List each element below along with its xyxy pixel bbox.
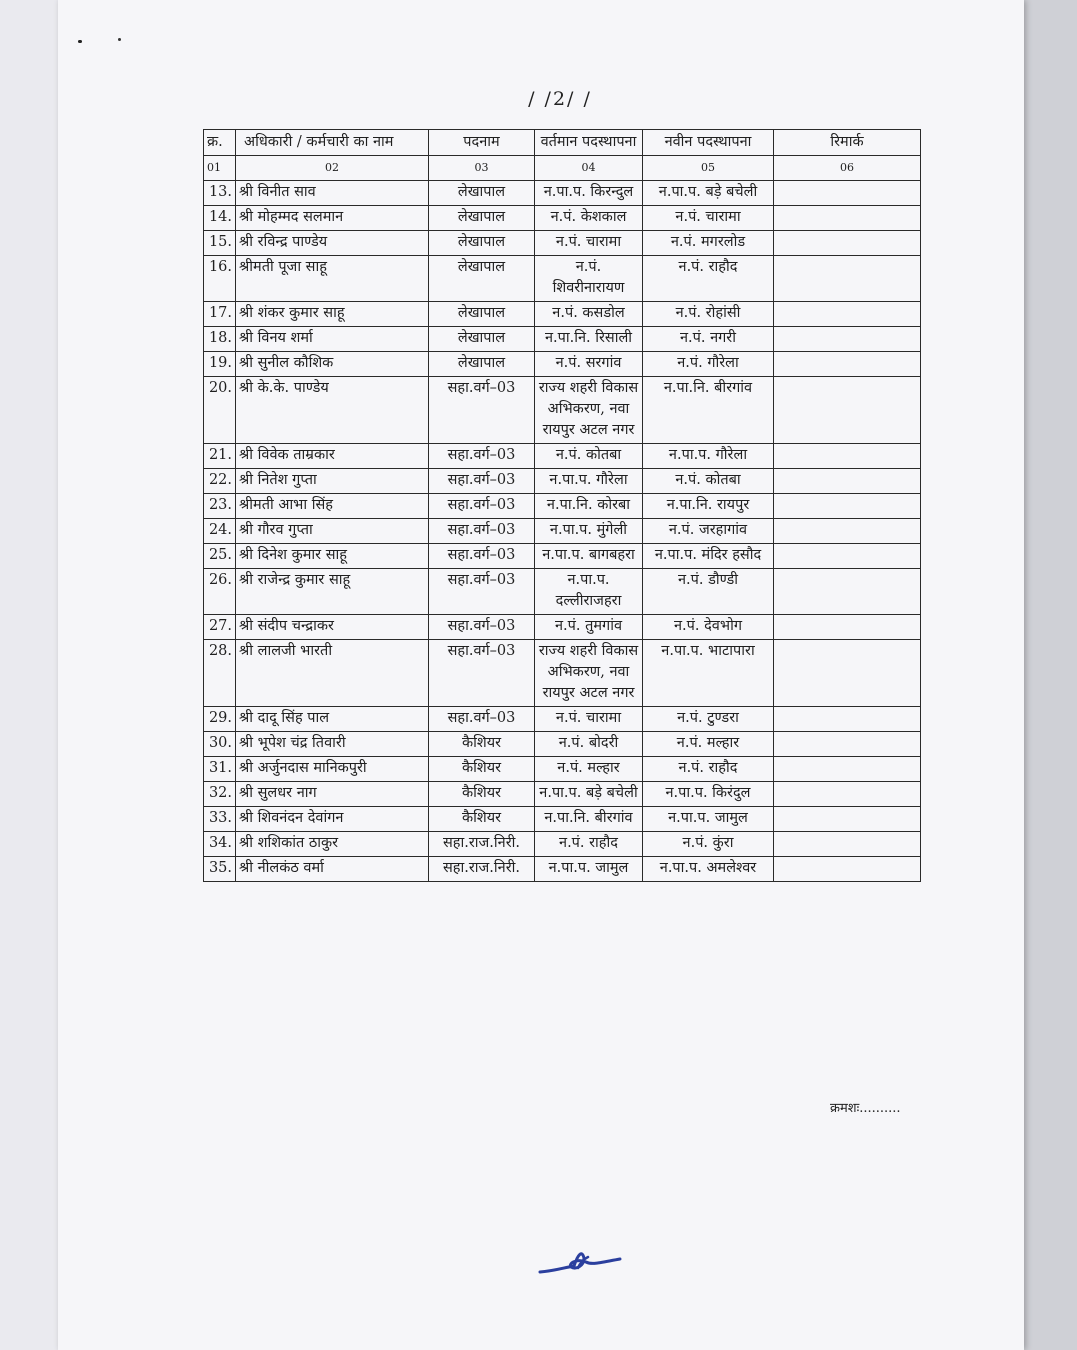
new-posting: न.पा.नि. रायपुर <box>643 494 774 519</box>
column-number-row <box>204 156 921 181</box>
remark <box>774 206 921 231</box>
speck <box>118 38 121 41</box>
designation: सहा.वर्ग–03 <box>429 469 535 494</box>
employee-name: श्री विनय शर्मा <box>236 327 429 352</box>
new-posting: न.पा.प. गौरेला <box>643 444 774 469</box>
new-posting: न.पं. कुंरा <box>643 832 774 857</box>
header-name: अधिकारी / कर्मचारी का नाम <box>236 130 429 156</box>
table-row <box>204 302 921 327</box>
employee-name: श्री विवेक ताम्रकार <box>236 444 429 469</box>
remark <box>774 757 921 782</box>
new-posting: न.पं. डौण्डी <box>643 569 774 615</box>
designation: लेखापाल <box>429 206 535 231</box>
designation: लेखापाल <box>429 231 535 256</box>
current-posting: न.पं. केशकाल <box>535 206 643 231</box>
current-posting: न.पा.प. दल्लीराजहरा <box>535 569 643 615</box>
serial-number: 16. <box>204 256 236 302</box>
new-posting: न.पं. मल्हार <box>643 732 774 757</box>
current-posting: न.पं. राहौद <box>535 832 643 857</box>
current-posting: न.पं. शिवरीनारायण <box>535 256 643 302</box>
table-row <box>204 782 921 807</box>
employee-name: श्रीमती पूजा साहू <box>236 256 429 302</box>
new-posting: न.पा.नि. बीरगांव <box>643 377 774 444</box>
designation: कैशियर <box>429 757 535 782</box>
current-posting: राज्य शहरी विकास अभिकरण, नवा रायपुर अटल नगर <box>535 377 643 444</box>
employee-name: श्री के.के. पाण्डेय <box>236 377 429 444</box>
serial-number: 32. <box>204 782 236 807</box>
designation: कैशियर <box>429 782 535 807</box>
header-current-posting: वर्तमान पदस्थापना <box>535 130 643 156</box>
current-posting: न.पा.नि. बीरगांव <box>535 807 643 832</box>
employee-name: श्री शंकर कुमार साहू <box>236 302 429 327</box>
designation: सहा.वर्ग–03 <box>429 640 535 707</box>
current-posting: न.पं. बोदरी <box>535 732 643 757</box>
header-remark: रिमार्क <box>774 130 921 156</box>
current-posting: न.पा.नि. रिसाली <box>535 327 643 352</box>
new-posting: न.पा.प. बड़े बचेली <box>643 181 774 206</box>
serial-number: 30. <box>204 732 236 757</box>
header-row <box>204 130 921 156</box>
current-posting: न.पा.प. गौरेला <box>535 469 643 494</box>
serial-number: 35. <box>204 857 236 882</box>
table-row <box>204 832 921 857</box>
employee-name: श्रीमती आभा सिंह <box>236 494 429 519</box>
remark <box>774 444 921 469</box>
remark <box>774 256 921 302</box>
page-number: / /2/ / <box>528 88 592 110</box>
designation: लेखापाल <box>429 302 535 327</box>
table-row <box>204 857 921 882</box>
new-posting: न.पं. चारामा <box>643 206 774 231</box>
current-posting: न.पं. चारामा <box>535 707 643 732</box>
employee-name: श्री दादू सिंह पाल <box>236 707 429 732</box>
remark <box>774 231 921 256</box>
designation: सहा.वर्ग–03 <box>429 444 535 469</box>
table-row <box>204 544 921 569</box>
remark <box>774 494 921 519</box>
serial-number: 13. <box>204 181 236 206</box>
serial-number: 19. <box>204 352 236 377</box>
header-designation: पदनाम <box>429 130 535 156</box>
serial-number: 14. <box>204 206 236 231</box>
table-row <box>204 519 921 544</box>
designation: लेखापाल <box>429 352 535 377</box>
page-edge <box>0 0 58 1350</box>
new-posting: न.पं. मगरलोड <box>643 231 774 256</box>
designation: लेखापाल <box>429 181 535 206</box>
serial-number: 21. <box>204 444 236 469</box>
column-number: 06 <box>774 156 921 181</box>
employee-name: श्री सुनील कौशिक <box>236 352 429 377</box>
serial-number: 23. <box>204 494 236 519</box>
current-posting: न.पं. कसडोल <box>535 302 643 327</box>
serial-number: 31. <box>204 757 236 782</box>
remark <box>774 327 921 352</box>
serial-number: 33. <box>204 807 236 832</box>
employee-name: श्री शशिकांत ठाकुर <box>236 832 429 857</box>
current-posting: न.पं. चारामा <box>535 231 643 256</box>
designation: सहा.राज.निरी. <box>429 832 535 857</box>
signature-icon <box>538 1244 628 1280</box>
serial-number: 24. <box>204 519 236 544</box>
column-number: 01 <box>204 156 236 181</box>
new-posting: न.पं. देवभोग <box>643 615 774 640</box>
remark <box>774 782 921 807</box>
new-posting: न.पा.प. भाटापारा <box>643 640 774 707</box>
designation: कैशियर <box>429 807 535 832</box>
current-posting: न.पं. तुमगांव <box>535 615 643 640</box>
table-row <box>204 732 921 757</box>
new-posting: न.पा.प. जामुल <box>643 807 774 832</box>
current-posting: न.पं. मल्हार <box>535 757 643 782</box>
table-row <box>204 206 921 231</box>
continued-note: क्रमशः.......... <box>830 1101 901 1116</box>
designation: लेखापाल <box>429 256 535 302</box>
designation: सहा.वर्ग–03 <box>429 544 535 569</box>
header-new-posting: नवीन पदस्थापना <box>643 130 774 156</box>
table-row <box>204 352 921 377</box>
remark <box>774 469 921 494</box>
table-row <box>204 377 921 444</box>
employee-name: श्री सुलधर नाग <box>236 782 429 807</box>
remark <box>774 640 921 707</box>
employee-name: श्री नीलकंठ वर्मा <box>236 857 429 882</box>
table-row <box>204 231 921 256</box>
table-row <box>204 757 921 782</box>
current-posting: न.पा.प. बड़े बचेली <box>535 782 643 807</box>
new-posting: न.पं. जरहागांव <box>643 519 774 544</box>
table-row <box>204 640 921 707</box>
current-posting: न.पा.प. जामुल <box>535 857 643 882</box>
table-row <box>204 327 921 352</box>
employee-name: श्री संदीप चन्द्राकर <box>236 615 429 640</box>
designation: सहा.वर्ग–03 <box>429 569 535 615</box>
serial-number: 29. <box>204 707 236 732</box>
table-row <box>204 807 921 832</box>
designation: सहा.वर्ग–03 <box>429 377 535 444</box>
header-sn: क्र. <box>204 130 236 156</box>
designation: सहा.वर्ग–03 <box>429 615 535 640</box>
new-posting: न.पं. राहौद <box>643 757 774 782</box>
current-posting: न.पा.प. बागबहरा <box>535 544 643 569</box>
employee-name: श्री राजेन्द्र कुमार साहू <box>236 569 429 615</box>
designation: कैशियर <box>429 732 535 757</box>
column-number: 05 <box>643 156 774 181</box>
remark <box>774 857 921 882</box>
remark <box>774 181 921 206</box>
serial-number: 25. <box>204 544 236 569</box>
remark <box>774 615 921 640</box>
remark <box>774 377 921 444</box>
table-row <box>204 181 921 206</box>
table-row <box>204 494 921 519</box>
remark <box>774 807 921 832</box>
current-posting: न.पं. सरगांव <box>535 352 643 377</box>
new-posting: न.पं. रोहांसी <box>643 302 774 327</box>
current-posting: न.पा.प. मुंगेली <box>535 519 643 544</box>
table-row <box>204 707 921 732</box>
remark <box>774 352 921 377</box>
designation: सहा.वर्ग–03 <box>429 494 535 519</box>
serial-number: 34. <box>204 832 236 857</box>
new-posting: न.पा.प. अमलेश्वर <box>643 857 774 882</box>
remark <box>774 732 921 757</box>
serial-number: 27. <box>204 615 236 640</box>
new-posting: न.पा.प. किरंदुल <box>643 782 774 807</box>
new-posting: न.पा.प. मंदिर हसौद <box>643 544 774 569</box>
serial-number: 28. <box>204 640 236 707</box>
serial-number: 17. <box>204 302 236 327</box>
speck <box>78 40 82 43</box>
serial-number: 18. <box>204 327 236 352</box>
designation: सहा.वर्ग–03 <box>429 519 535 544</box>
new-posting: न.पं. नगरी <box>643 327 774 352</box>
remark <box>774 832 921 857</box>
employee-name: श्री अर्जुनदास मानिकपुरी <box>236 757 429 782</box>
employee-name: श्री गौरव गुप्ता <box>236 519 429 544</box>
transfer-table <box>203 129 921 882</box>
serial-number: 15. <box>204 231 236 256</box>
column-number: 04 <box>535 156 643 181</box>
employee-name: श्री दिनेश कुमार साहू <box>236 544 429 569</box>
designation: सहा.वर्ग–03 <box>429 707 535 732</box>
employee-name: श्री भूपेश चंद्र तिवारी <box>236 732 429 757</box>
remark <box>774 519 921 544</box>
employee-name: श्री मोहम्मद सलमान <box>236 206 429 231</box>
table-row <box>204 256 921 302</box>
table-row <box>204 569 921 615</box>
serial-number: 22. <box>204 469 236 494</box>
new-posting: न.पं. गौरेला <box>643 352 774 377</box>
employee-name: श्री शिवनंदन देवांगन <box>236 807 429 832</box>
current-posting: राज्य शहरी विकास अभिकरण, नवा रायपुर अटल नगर <box>535 640 643 707</box>
table-row <box>204 469 921 494</box>
remark <box>774 569 921 615</box>
remark <box>774 544 921 569</box>
new-posting: न.पं. कोतबा <box>643 469 774 494</box>
employee-name: श्री विनीत साव <box>236 181 429 206</box>
current-posting: न.पं. कोतबा <box>535 444 643 469</box>
new-posting: न.पं. राहौद <box>643 256 774 302</box>
designation: सहा.राज.निरी. <box>429 857 535 882</box>
current-posting: न.पा.प. किरन्दुल <box>535 181 643 206</box>
column-number: 02 <box>236 156 429 181</box>
column-number: 03 <box>429 156 535 181</box>
employee-name: श्री लालजी भारती <box>236 640 429 707</box>
new-posting: न.पं. टुण्डरा <box>643 707 774 732</box>
employee-name: श्री नितेश गुप्ता <box>236 469 429 494</box>
serial-number: 26. <box>204 569 236 615</box>
designation: लेखापाल <box>429 327 535 352</box>
table-row <box>204 615 921 640</box>
serial-number: 20. <box>204 377 236 444</box>
table-row <box>204 444 921 469</box>
remark <box>774 707 921 732</box>
current-posting: न.पा.नि. कोरबा <box>535 494 643 519</box>
employee-name: श्री रविन्द्र पाण्डेय <box>236 231 429 256</box>
remark <box>774 302 921 327</box>
